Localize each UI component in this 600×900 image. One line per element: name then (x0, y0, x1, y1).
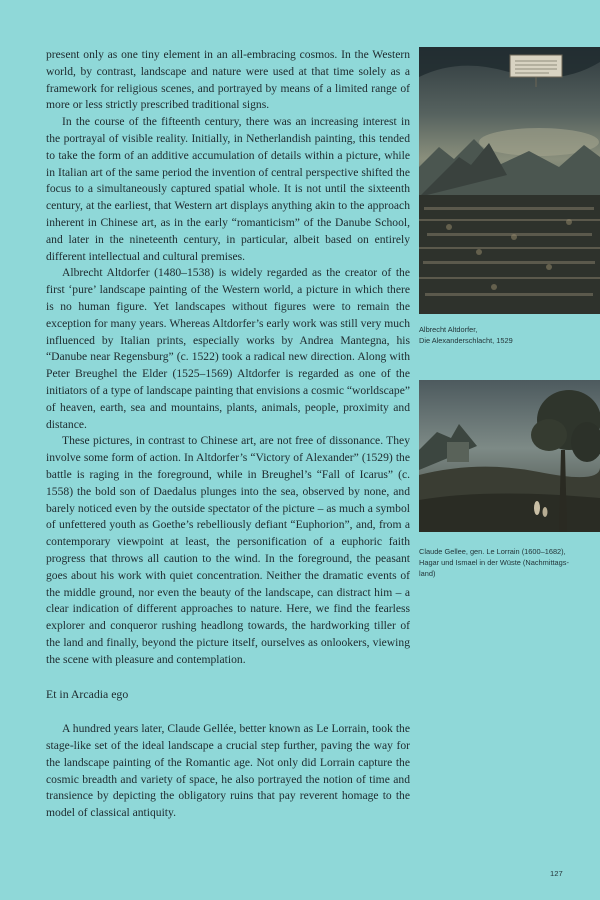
figure-1-caption-line1: Albrecht Altdorfer, (419, 325, 478, 334)
paragraph-2: In the course of the fifteenth century, there was an increasing interest in the portrayal of visible reality. Initially, in Netherlandish painting, this tended to take the form of an additive accumulation of details within a picture, while in Italian art of the same period the invention of central perspective shifted the focus to a simultaneously captured spatial whole. It is not until the sixteenth century, at the earliest, that Western art displays anything akin to the approach inherent in Chinese art, as in the early “romanticism” of the Danube School, and later in the nineteenth century, in particular, albeit based on entirely different intellectual and cultural premises. (46, 115, 410, 263)
figure-2-caption-line2: Hagar und Ismael in der Wüste (Nachmittags- (419, 558, 569, 567)
figure-2-caption-line3: land) (419, 569, 436, 578)
paragraph-3: Albrecht Altdorfer (1480–1538) is widely regarded as the creator of the first ‘pure’ landscape painting of the Western world, a picture in which there is no human figure. Yet landscapes without figures were to remain the exception for many years. Whereas Altdorfer’s early work was still very much influenced by Italian prints, especially works by Andrea Mantegna, his “Danube near Regensburg” (c. 1522) took a radical new direction. Along with Peter Breughel the Elder (1525–1569) Altdorfer is regarded as one of the initiators of a type of landscape painting that envisions a cosmic “worldscape” of heaven, earth, sea and mountains, plants, animals, people, proximity and distance. (46, 266, 410, 431)
paragraph-1: present only as one tiny element in an all-embracing cosmos. In the Western world, by contrast, landscape and nature were used at that time solely as a framework for religious scenes, and portrayed by means of a limited range of more or less strictly prescribed traditional signs. (46, 48, 410, 112)
paragraph-4: These pictures, in contrast to Chinese art, are not free of dissonance. They involve some form of action. In Altdorfer’s “Victory of Alexander” (1529) the battle is raging in the foreground, while in Breughel’s “Fall of Icarus” (c. 1558) the bold son of Daedalus plunges into the sea, observed by none, and barely noticed even by the outside spectator of the picture – as much a symbol of unfettered youth as Goethe’s rebelliously defiant “Euphorion”, and, from a contemporary viewpoint at least, the personification of a euphoric faith progress that throws all caution to the wind. In the foreground, the peasant goes about his work with quiet concentration. Neither the dramatic events of the middle ground, nor even the beauty of the landscape, can distract him – a clear indication of different approaches to nature. Here, we find the fearless explorer and conqueror rushing headlong towards, the hardworking tiller of the land and finally, beyond the picture itself, ourselves as onlookers, viewing the scene with pleasure and contemplation. (46, 434, 410, 666)
figure-1-caption-line2: Die Alexanderschlacht, 1529 (419, 336, 513, 345)
figure-1-caption (419, 324, 589, 346)
lorrain-painting-image (419, 380, 600, 532)
closing-paragraph: A hundred years later, Claude Gellée, better known as Le Lorrain, took the stage-like set of the ideal landscape a crucial step further, paving the way for the landscape painting of the Romantic age. Not only did Lorrain capture the cosmic breadth and variety of space, he also portrayed the notion of time and transience by depicting the obligatory ruins that pay reverent homage to the model of classical antiquity. (46, 722, 410, 820)
altdorfer-painting-image (419, 47, 600, 314)
section-heading: Et in Arcadia ego (46, 687, 129, 702)
page-number: 127 (550, 869, 563, 878)
figure-2-caption (419, 546, 589, 579)
figure-2-caption-line1: Claude Gellee, gen. Le Lorrain (1600–1682), (419, 547, 566, 556)
body-text-column (46, 47, 410, 822)
